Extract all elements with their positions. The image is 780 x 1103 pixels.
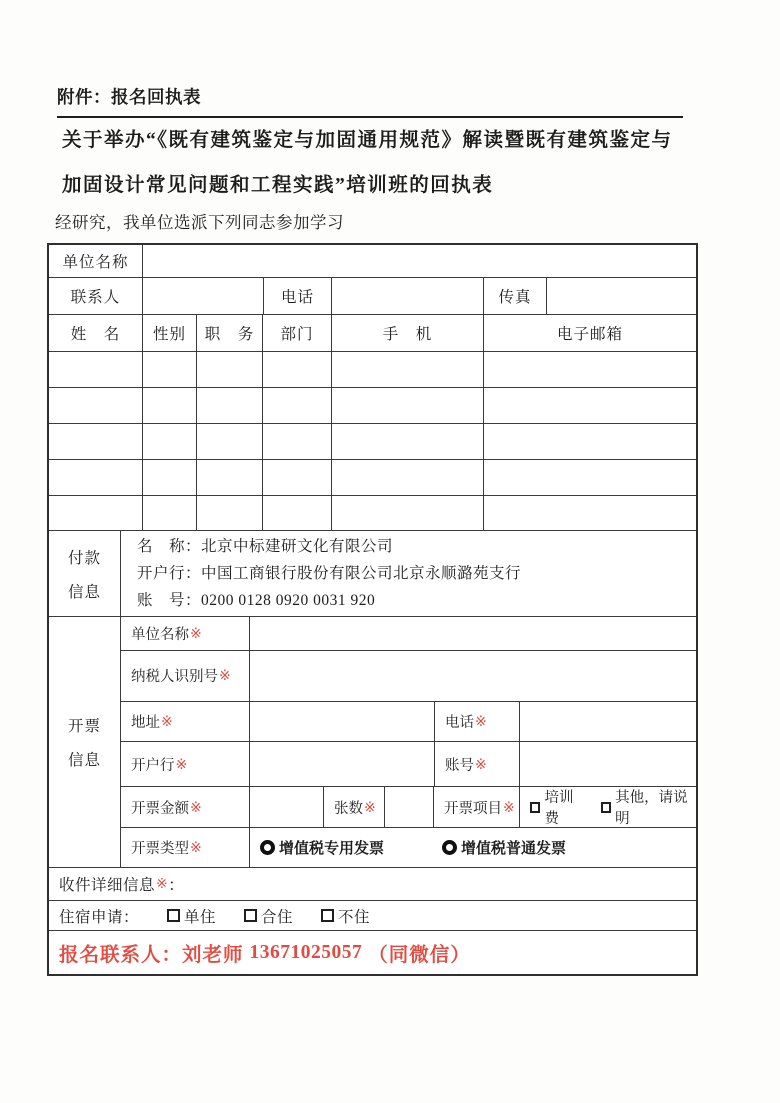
participant-row bbox=[49, 424, 696, 460]
invoice-bank-label bbox=[121, 742, 250, 786]
option-label: 增值税专用发票 bbox=[279, 840, 385, 858]
invoice-phone-field bbox=[520, 702, 696, 742]
form-heading bbox=[62, 118, 722, 208]
fax-field-cell bbox=[547, 278, 696, 314]
position-cell bbox=[197, 388, 263, 423]
signup-contact-phone: 13671025057 bbox=[249, 941, 363, 963]
checkbox-icon bbox=[530, 802, 540, 813]
invoice-item-label bbox=[434, 787, 520, 827]
department-cell bbox=[263, 352, 332, 387]
mobile-cell bbox=[332, 496, 484, 530]
invoice-sheets-label bbox=[324, 787, 385, 827]
required-mark: ※ bbox=[161, 713, 173, 729]
radio-icon bbox=[442, 840, 457, 855]
payment-label-line1: 付款 bbox=[67, 549, 101, 567]
invoice-type-row bbox=[121, 828, 696, 867]
option-no-room bbox=[321, 905, 370, 927]
option-label: 培训费 bbox=[544, 790, 574, 828]
invoice-amount-row bbox=[121, 787, 696, 828]
invoice-phone-label bbox=[435, 702, 520, 742]
required-mark: ※ bbox=[219, 667, 231, 684]
department-cell bbox=[263, 496, 332, 530]
unit-name-row bbox=[49, 245, 696, 278]
option-training-fee bbox=[530, 787, 585, 827]
invoice-unit-name-field bbox=[250, 617, 696, 650]
position-cell bbox=[197, 352, 263, 387]
participant-row bbox=[49, 352, 696, 388]
heading-line-1: 关于举办“《既有建筑鉴定与加固通用规范》解读暨既有建筑鉴定与 bbox=[62, 130, 673, 151]
label-text: 开票项目 bbox=[444, 800, 502, 817]
department-cell bbox=[263, 460, 332, 495]
required-mark: ※ bbox=[190, 798, 202, 815]
contact-field-cell bbox=[143, 278, 264, 314]
payment-label-line2: 信息 bbox=[67, 583, 101, 601]
label-text: 开户行 bbox=[131, 757, 175, 774]
col-department: 部门 bbox=[263, 315, 332, 351]
heading-line-2: 加固设计常见问题和工程实践”培训班的回执表 bbox=[62, 175, 494, 196]
invoice-bank-field bbox=[250, 742, 435, 786]
invoice-sheets-field bbox=[385, 787, 434, 827]
registration-table bbox=[47, 243, 698, 976]
option-regular-vat-invoice bbox=[442, 837, 566, 858]
label-text: 开票金额 bbox=[131, 800, 189, 817]
invoice-address-label bbox=[121, 702, 250, 742]
col-email: 电子邮箱 bbox=[556, 326, 623, 343]
required-mark: ※ bbox=[156, 876, 169, 892]
participant-row bbox=[49, 496, 696, 531]
position-cell bbox=[197, 496, 263, 530]
email-cell bbox=[484, 424, 696, 459]
invoice-label-line1: 开票 bbox=[67, 718, 101, 735]
contact-label: 联系人 bbox=[49, 278, 143, 314]
required-mark: ※ bbox=[475, 755, 487, 772]
phone-field-cell bbox=[332, 278, 484, 314]
signup-contact-name: 报名联系人：刘老师 bbox=[59, 943, 244, 966]
gender-cell bbox=[143, 352, 197, 387]
option-label: 增值税普通发票 bbox=[461, 840, 567, 858]
fax-label: 传真 bbox=[484, 278, 547, 314]
attachment-title bbox=[57, 84, 683, 118]
phone-label: 电话 bbox=[264, 278, 332, 314]
col-name: 姓 名 bbox=[49, 315, 143, 351]
gender-cell bbox=[143, 424, 197, 459]
invoice-amount-field bbox=[250, 787, 324, 827]
checkbox-icon bbox=[244, 909, 257, 922]
payment-company-name: 名 称：北京中标建研文化有限公司 bbox=[137, 538, 394, 555]
label-text: 收件详细信息 bbox=[59, 877, 156, 894]
mobile-cell bbox=[332, 388, 484, 423]
recipient-label bbox=[49, 868, 696, 900]
checkbox-icon bbox=[321, 909, 334, 922]
accommodation-row bbox=[49, 901, 696, 931]
option-shared-room bbox=[244, 905, 293, 927]
name-cell bbox=[49, 460, 143, 495]
name-cell bbox=[49, 388, 143, 423]
required-mark: ※ bbox=[503, 798, 515, 815]
required-mark: ※ bbox=[190, 839, 202, 856]
invoice-section bbox=[49, 617, 696, 868]
colon: ： bbox=[168, 877, 185, 894]
department-cell bbox=[263, 388, 332, 423]
accommodation-label: 住宿申请： bbox=[59, 908, 140, 926]
invoice-type-options bbox=[250, 828, 696, 867]
payment-bank: 开户行：中国工商银行股份有限公司北京永顺潞苑支行 bbox=[137, 565, 522, 582]
accommodation-content bbox=[49, 901, 696, 930]
participant-row bbox=[49, 388, 696, 424]
signup-contact-wechat: （同微信） bbox=[368, 943, 471, 966]
invoice-tax-id-field bbox=[250, 651, 696, 701]
gender-cell bbox=[143, 460, 197, 495]
name-cell bbox=[49, 496, 143, 530]
col-gender: 性别 bbox=[143, 315, 197, 351]
mobile-cell bbox=[332, 424, 484, 459]
option-label: 合住 bbox=[261, 908, 294, 926]
invoice-bank-row bbox=[121, 742, 696, 787]
checkbox-icon bbox=[601, 802, 612, 813]
gender-cell bbox=[143, 388, 197, 423]
required-mark: ※ bbox=[475, 713, 487, 729]
col-mobile: 手 机 bbox=[332, 315, 484, 351]
intro-text: 经研究，我单位选派下列同志参加学习 bbox=[55, 214, 344, 232]
invoice-tax-id-label bbox=[121, 651, 250, 701]
name-cell bbox=[49, 424, 143, 459]
option-label: 单住 bbox=[184, 908, 217, 926]
invoice-type-label bbox=[121, 828, 250, 867]
label-text: 单位名称 bbox=[131, 626, 189, 643]
required-mark: ※ bbox=[190, 624, 202, 641]
position-cell bbox=[197, 460, 263, 495]
invoice-tax-id-row bbox=[121, 651, 696, 702]
label-text: 账号 bbox=[445, 757, 474, 774]
participant-row bbox=[49, 460, 696, 496]
label-text: 开票类型 bbox=[131, 841, 189, 858]
unit-name-label: 单位名称 bbox=[49, 245, 143, 277]
label-text: 电话 bbox=[445, 715, 474, 731]
signup-contact-row bbox=[49, 931, 696, 974]
position-cell bbox=[197, 424, 263, 459]
required-mark: ※ bbox=[364, 798, 376, 815]
invoice-address-field bbox=[250, 702, 435, 742]
invoice-account-label bbox=[435, 742, 520, 786]
recipient-row bbox=[49, 868, 696, 901]
contact-row bbox=[49, 278, 696, 315]
invoice-account-field bbox=[520, 742, 696, 786]
name-cell bbox=[49, 352, 143, 387]
invoice-unit-name-label bbox=[121, 617, 250, 650]
invoice-label-line2: 信息 bbox=[67, 752, 101, 769]
option-special-vat-invoice bbox=[260, 837, 384, 858]
option-label: 不住 bbox=[338, 908, 371, 926]
required-mark: ※ bbox=[175, 755, 188, 772]
payment-section bbox=[49, 531, 696, 617]
checkbox-icon bbox=[167, 909, 180, 922]
payment-details bbox=[121, 531, 696, 616]
label-text: 纳税人识别号 bbox=[131, 669, 218, 686]
email-cell bbox=[484, 496, 696, 530]
invoice-address-row bbox=[121, 702, 696, 743]
payment-account-number: 账 号：0200 0128 0920 0031 920 bbox=[137, 592, 376, 609]
mobile-cell bbox=[332, 460, 484, 495]
mobile-cell bbox=[332, 352, 484, 387]
email-cell bbox=[484, 388, 696, 423]
email-cell bbox=[484, 352, 696, 387]
label-text: 地址 bbox=[131, 715, 160, 731]
signup-contact bbox=[49, 931, 696, 974]
department-cell bbox=[263, 424, 332, 459]
label-text: 张数 bbox=[334, 800, 363, 817]
option-other bbox=[601, 787, 696, 827]
option-label: 其他，请说明 bbox=[615, 790, 688, 828]
invoice-section-label bbox=[49, 617, 121, 867]
email-cell bbox=[484, 460, 696, 495]
invoice-item-options bbox=[520, 787, 696, 827]
participants-header-row bbox=[49, 315, 696, 352]
invoice-subtable bbox=[121, 617, 696, 867]
unit-name-field-cell bbox=[143, 245, 696, 277]
gender-cell bbox=[143, 496, 197, 530]
col-position: 职 务 bbox=[197, 315, 263, 351]
radio-icon bbox=[260, 840, 275, 855]
invoice-unit-name-row bbox=[121, 617, 696, 651]
option-single-room bbox=[167, 905, 216, 927]
payment-section-label bbox=[49, 531, 121, 616]
attachment-title-text: 附件：报名回执表 bbox=[57, 87, 201, 107]
invoice-amount-label bbox=[121, 787, 250, 827]
